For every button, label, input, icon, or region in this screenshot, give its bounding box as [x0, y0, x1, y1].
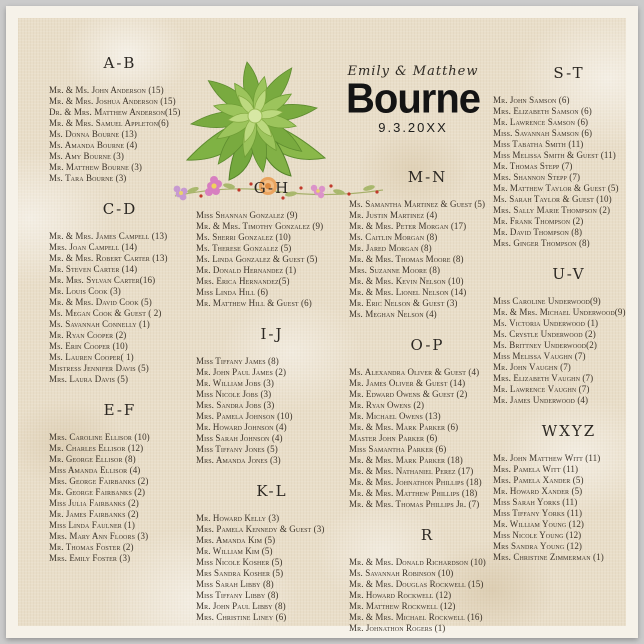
- guest-entry: Mr. & Mrs. Kevin Nelson (10): [349, 276, 464, 286]
- section-k-l: [196, 482, 348, 623]
- section-heading: A-B: [103, 54, 137, 72]
- guest-entry: Ms. Amanda Bourne (4): [49, 140, 138, 150]
- succulent-icon: [169, 58, 341, 184]
- guest-list: [196, 356, 348, 466]
- guest-entry: Ms. Victoria Underwood (1): [493, 318, 599, 328]
- guest-entry: Mr. John Vaughn (7): [493, 362, 571, 372]
- guest-entry: Mr. James Fairbanks (2): [49, 509, 139, 519]
- guest-entry: Ms. Caitlin Morgan (8): [349, 232, 438, 242]
- guest-entry: Mr. David Thompson (8): [493, 227, 583, 237]
- section-heading: M-N: [407, 168, 448, 186]
- section-heading: I-J: [260, 325, 284, 343]
- guest-entry: Mrs. Pamela Kennedy & Guest (3): [196, 524, 325, 534]
- guest-entry: Ms. Lauren Cooper( 1): [49, 352, 134, 362]
- guest-entry: Mr. William Jobs (3): [196, 378, 274, 388]
- guest-list: [49, 85, 191, 184]
- guest-entry: Mrs. Amanda Kim (5): [196, 535, 276, 545]
- section-u-v: [493, 265, 644, 406]
- seating-chart-poster: [6, 6, 638, 638]
- guest-entry: Mrs. Pamela Witt (11): [493, 464, 579, 474]
- guest-entry: Mr. & Ms. John Anderson (15): [49, 85, 164, 95]
- guest-entry: Mr. Howard Rockwell (12): [349, 590, 452, 600]
- guest-entry: Mr. & Mrs. Douglas Rockwell (15): [349, 579, 484, 589]
- guest-entry: Mrs. Pamela Xander (5): [493, 475, 584, 485]
- guest-entry: Miss Samantha Parker (6): [349, 444, 447, 454]
- guest-entry: Mr. & Mrs. Mark Parker (18): [349, 455, 463, 465]
- guest-entry: Mrs. Christine Liney (6): [196, 612, 287, 622]
- guest-entry: Mr. Donald Hernandez (1): [196, 265, 297, 275]
- guest-entry: Mrs. Ginger Thompson (8): [493, 238, 590, 248]
- guest-entry: Mrs. Mary Ann Floors (3): [49, 531, 149, 541]
- guest-list: [493, 453, 644, 563]
- guest-entry: Miss Sarah Johnson (4): [196, 433, 283, 443]
- guest-entry: Mr. John Paul Libby (8): [196, 601, 286, 611]
- guest-entry: Mr. Mrs. Sylvan Carter(16): [49, 275, 156, 285]
- section-i-j: [196, 325, 348, 466]
- guest-entry: Mr. & Mrs. David Cook (5): [49, 297, 152, 307]
- guest-entry: Mr. & Mrs. Thomas Phillips Jr. (7): [349, 499, 480, 509]
- guest-entry: Mr. & Mrs. Mark Parker (6): [349, 422, 459, 432]
- guest-entry: Ms. Meghan Nelson (4): [349, 309, 437, 319]
- section-heading: U-V: [552, 265, 586, 283]
- guest-entry: Mr. Matthew Taylor & Guest (5): [493, 183, 619, 193]
- guest-entry: Miss Tiffany Jones (5): [196, 444, 278, 454]
- guest-entry: Miss Tiffany James (8): [196, 356, 279, 366]
- couple-names: Emily & Matthew: [347, 64, 479, 79]
- guest-entry: Mr. Charles Ellisor (12): [49, 443, 144, 453]
- guest-entry: Mr. James Underwood (4): [493, 395, 589, 405]
- guest-entry: Mr. & Mrs. Thomas Moore (8): [349, 254, 464, 264]
- guest-list: [49, 432, 191, 564]
- guest-entry: Mr. Howard Kelly (3): [196, 513, 280, 523]
- guest-entry: Mr. Thomas Foster (2): [49, 542, 134, 552]
- guest-entry: Mr. George Fairbanks (2): [49, 487, 146, 497]
- guest-entry: Mr. & Mrs. Michael Rockwell (16): [349, 612, 483, 622]
- section-wxyz: [493, 422, 644, 563]
- guest-entry: Mr. & Mrs. Timothy Gonzalez (9): [196, 221, 324, 231]
- guest-entry: Mrs. Elizabeth Samson (6): [493, 106, 592, 116]
- guest-entry: Ms. Linda Gonzalez & Guest (5): [196, 254, 318, 264]
- guest-list: [493, 296, 644, 406]
- section-c-d: [49, 200, 191, 385]
- guest-entry: Mistress Jennifer Davis (5): [49, 363, 149, 373]
- guest-column-4: [493, 64, 644, 579]
- guest-entry: Mr. William Kim (5): [196, 546, 273, 556]
- guest-entry: Miss Nicole Jobs (3): [196, 389, 272, 399]
- guest-entry: Miss Linda Faulner (1): [49, 520, 135, 530]
- guest-entry: Mr. & Mrs. Samuel Appleton(6): [49, 118, 169, 128]
- section-heading: WXYZ: [541, 422, 597, 440]
- guest-entry: Dr. & Mrs. Matthew Anderson(15): [49, 107, 181, 117]
- guest-entry: Mr. John Paul James (2): [196, 367, 287, 377]
- guest-entry: Mrs. Caroline Ellisor (10): [49, 432, 150, 442]
- guest-entry: Mr. & Mrs. James Campell (13): [49, 231, 168, 241]
- guest-entry: Mr. Howard Johnson (4): [196, 422, 287, 432]
- guest-entry: Mr. Ryan Cooper (2): [49, 330, 127, 340]
- section-heading: G-H: [253, 179, 291, 197]
- guest-entry: Mr. & Mrs. Lionel Nelson (14): [349, 287, 467, 297]
- guest-column-3: [349, 168, 506, 644]
- guest-entry: Mr. Howard Xander (5): [493, 486, 583, 496]
- guest-entry: Mr. Lawrence Samson (6): [493, 117, 589, 127]
- guest-entry: Mrs Sandra Kosher (5): [196, 568, 284, 578]
- guest-entry: Miss. Savannah Samson (6): [493, 128, 593, 138]
- guest-entry: Mr. George Ellisor (8): [49, 454, 136, 464]
- section-r: [349, 526, 506, 634]
- guest-entry: Mr. William Young (12): [493, 519, 585, 529]
- guest-entry: Mr. Steven Carter (14): [49, 264, 138, 274]
- guest-entry: Mrs. Suzanne Moore (8): [349, 265, 441, 275]
- section-s-t: [493, 64, 644, 249]
- guest-entry: Ms. Amy Bourne (3): [49, 151, 124, 161]
- guest-list: [196, 210, 348, 309]
- surname-title: Bourne: [346, 76, 480, 122]
- guest-entry: Miss Melissa Vaughn (7): [493, 351, 586, 361]
- guest-entry: Mrs Sandra Young (12): [493, 541, 583, 551]
- guest-entry: Mr. Justin Martinez (4): [349, 210, 438, 220]
- guest-column-1: [49, 54, 191, 580]
- guest-entry: Ms. Therese Gonzalez (5): [196, 243, 292, 253]
- section-heading: S-T: [553, 64, 585, 82]
- guest-entry: Mr. & Mrs. Michael Underwood(9): [493, 307, 626, 317]
- guest-entry: Ms. Brittney Underwood(2): [493, 340, 597, 350]
- guest-list: [493, 95, 644, 249]
- guest-entry: Miss Shannan Gonzalez (9): [196, 210, 298, 220]
- guest-entry: Mrs. Christine Zimmerman (1): [493, 552, 604, 562]
- guest-entry: Miss Nicole Kosher (5): [196, 557, 283, 567]
- title-block: [327, 64, 499, 135]
- guest-entry: Ms. Sherri Gonzalez (10): [196, 232, 291, 242]
- guest-entry: Mrs. Elizabeth Vaughn (7): [493, 373, 594, 383]
- guest-entry: Mr. Michael Owens (13): [349, 411, 441, 421]
- guest-entry: Master John Parker (6): [349, 433, 438, 443]
- guest-entry: Mr. Thomas Stepp (7): [493, 161, 573, 171]
- guest-entry: Mr. & Mrs. Matthew Phillips (18): [349, 488, 478, 498]
- guest-list: [49, 231, 191, 385]
- guest-entry: Mr. Louis Cook (3): [49, 286, 121, 296]
- guest-entry: Ms. Alexandra Oliver & Guest (4): [349, 367, 480, 377]
- guest-entry: Mr. & Mrs. Peter Morgan (17): [349, 221, 467, 231]
- guest-entry: Miss Julia Fairbanks (2): [49, 498, 139, 508]
- guest-entry: Mr. Frank Thompson (2): [493, 216, 584, 226]
- guest-entry: Mr. Matthew Bourne (3): [49, 162, 143, 172]
- guest-list: [349, 367, 506, 510]
- guest-list: [349, 557, 506, 634]
- guest-entry: Mr. Matthew Rockwell (12): [349, 601, 456, 611]
- guest-entry: Mrs. Pamela Johnson (10): [196, 411, 293, 421]
- guest-entry: Miss Tiffany Yorks (11): [493, 508, 583, 518]
- guest-entry: Miss Caroline Underwood(9): [493, 296, 601, 306]
- guest-entry: Ms. Savannah Connelly (1): [49, 319, 150, 329]
- guest-entry: Miss Nicole Young (12): [493, 530, 582, 540]
- guest-entry: Mr. & Mrs. Nathaniel Perez (17): [349, 466, 474, 476]
- guest-entry: Mr. & Mrs. Donald Richardson (10): [349, 557, 486, 567]
- guest-entry: Mrs. Laura Davis (5): [49, 374, 129, 384]
- section-heading: O-P: [410, 336, 445, 354]
- section-heading: R: [420, 526, 435, 544]
- guest-list: [349, 199, 506, 320]
- guest-entry: Mr. Johnathon Rogers (1): [349, 623, 446, 633]
- wedding-date: 9.3.20XX: [378, 120, 448, 135]
- guest-entry: Mr. Matthew Hill & Guest (6): [196, 298, 312, 308]
- section-a-b: [49, 54, 191, 184]
- guest-entry: Mrs. Sandra Jobs (3): [196, 400, 275, 410]
- guest-entry: Miss Sarah Yorks (11): [493, 497, 578, 507]
- guest-entry: Mrs. Erica Hernandez(5): [196, 276, 290, 286]
- guest-entry: Mrs. George Fairbanks (2): [49, 476, 149, 486]
- guest-entry: Mrs. Amanda Jones (3): [196, 455, 281, 465]
- guest-entry: Miss Sarah Libby (8): [196, 579, 274, 589]
- guest-entry: Mrs. Shannon Stepp (7): [493, 172, 581, 182]
- guest-list: [196, 513, 348, 623]
- guest-entry: Mr. Lawrence Vaughn (7): [493, 384, 590, 394]
- guest-entry: Ms. Samantha Martinez & Guest (5): [349, 199, 486, 209]
- section-o-p: [349, 336, 506, 510]
- guest-entry: Miss Tabatha Smith (11): [493, 139, 584, 149]
- guest-entry: Mr. & Mrs. Joshua Anderson (15): [49, 96, 176, 106]
- guest-entry: Miss Melissa Smith & Guest (11): [493, 150, 616, 160]
- guest-entry: Ms. Megan Cook & Guest ( 2): [49, 308, 162, 318]
- section-g-h: [196, 179, 348, 309]
- guest-entry: Mrs. Emily Foster (3): [49, 553, 131, 563]
- guest-entry: Mrs. Sally Marie Thompson (2): [493, 205, 611, 215]
- guest-entry: Mr. & Mrs. Johnathon Phillips (18): [349, 477, 482, 487]
- guest-entry: Mr. Ryan Owens (2): [349, 400, 425, 410]
- guest-entry: Ms. Savannah Robinson (10): [349, 568, 454, 578]
- guest-entry: Ms. Tara Bourne (3): [49, 173, 127, 183]
- guest-entry: Mr. James Oliver & Guest (14): [349, 378, 466, 388]
- guest-entry: Mrs. Joan Campell (14): [49, 242, 138, 252]
- section-e-f: [49, 401, 191, 564]
- linen-texture-panel: [18, 18, 626, 633]
- section-heading: E-F: [103, 401, 137, 419]
- guest-entry: Mr. John Samson (6): [493, 95, 570, 105]
- guest-entry: Miss Tiffany Libby (8): [196, 590, 279, 600]
- guest-entry: Mr. Jared Morgan (8): [349, 243, 432, 253]
- guest-entry: Mr. & Mrs. Robert Carter (13): [49, 253, 168, 263]
- section-heading: K-L: [256, 482, 288, 500]
- guest-entry: Mr. Eric Nelson & Guest (3): [349, 298, 458, 308]
- section-m-n: [349, 168, 506, 320]
- guest-entry: Miss Amanda Ellisor (4): [49, 465, 141, 475]
- guest-entry: Ms. Crystle Underwood (2): [493, 329, 596, 339]
- guest-entry: Ms. Erin Cooper (10): [49, 341, 128, 351]
- section-heading: C-D: [102, 200, 138, 218]
- guest-entry: Ms. Sarah Taylor & Guest (10): [493, 194, 612, 204]
- guest-entry: Miss Linda Hill (6): [196, 287, 269, 297]
- guest-entry: Ms. Donna Bourne (13): [49, 129, 137, 139]
- guest-entry: Mr. John Matthew Witt (11): [493, 453, 601, 463]
- guest-column-2: [196, 179, 348, 639]
- guest-entry: Mr. Edward Owens & Guest (2): [349, 389, 468, 399]
